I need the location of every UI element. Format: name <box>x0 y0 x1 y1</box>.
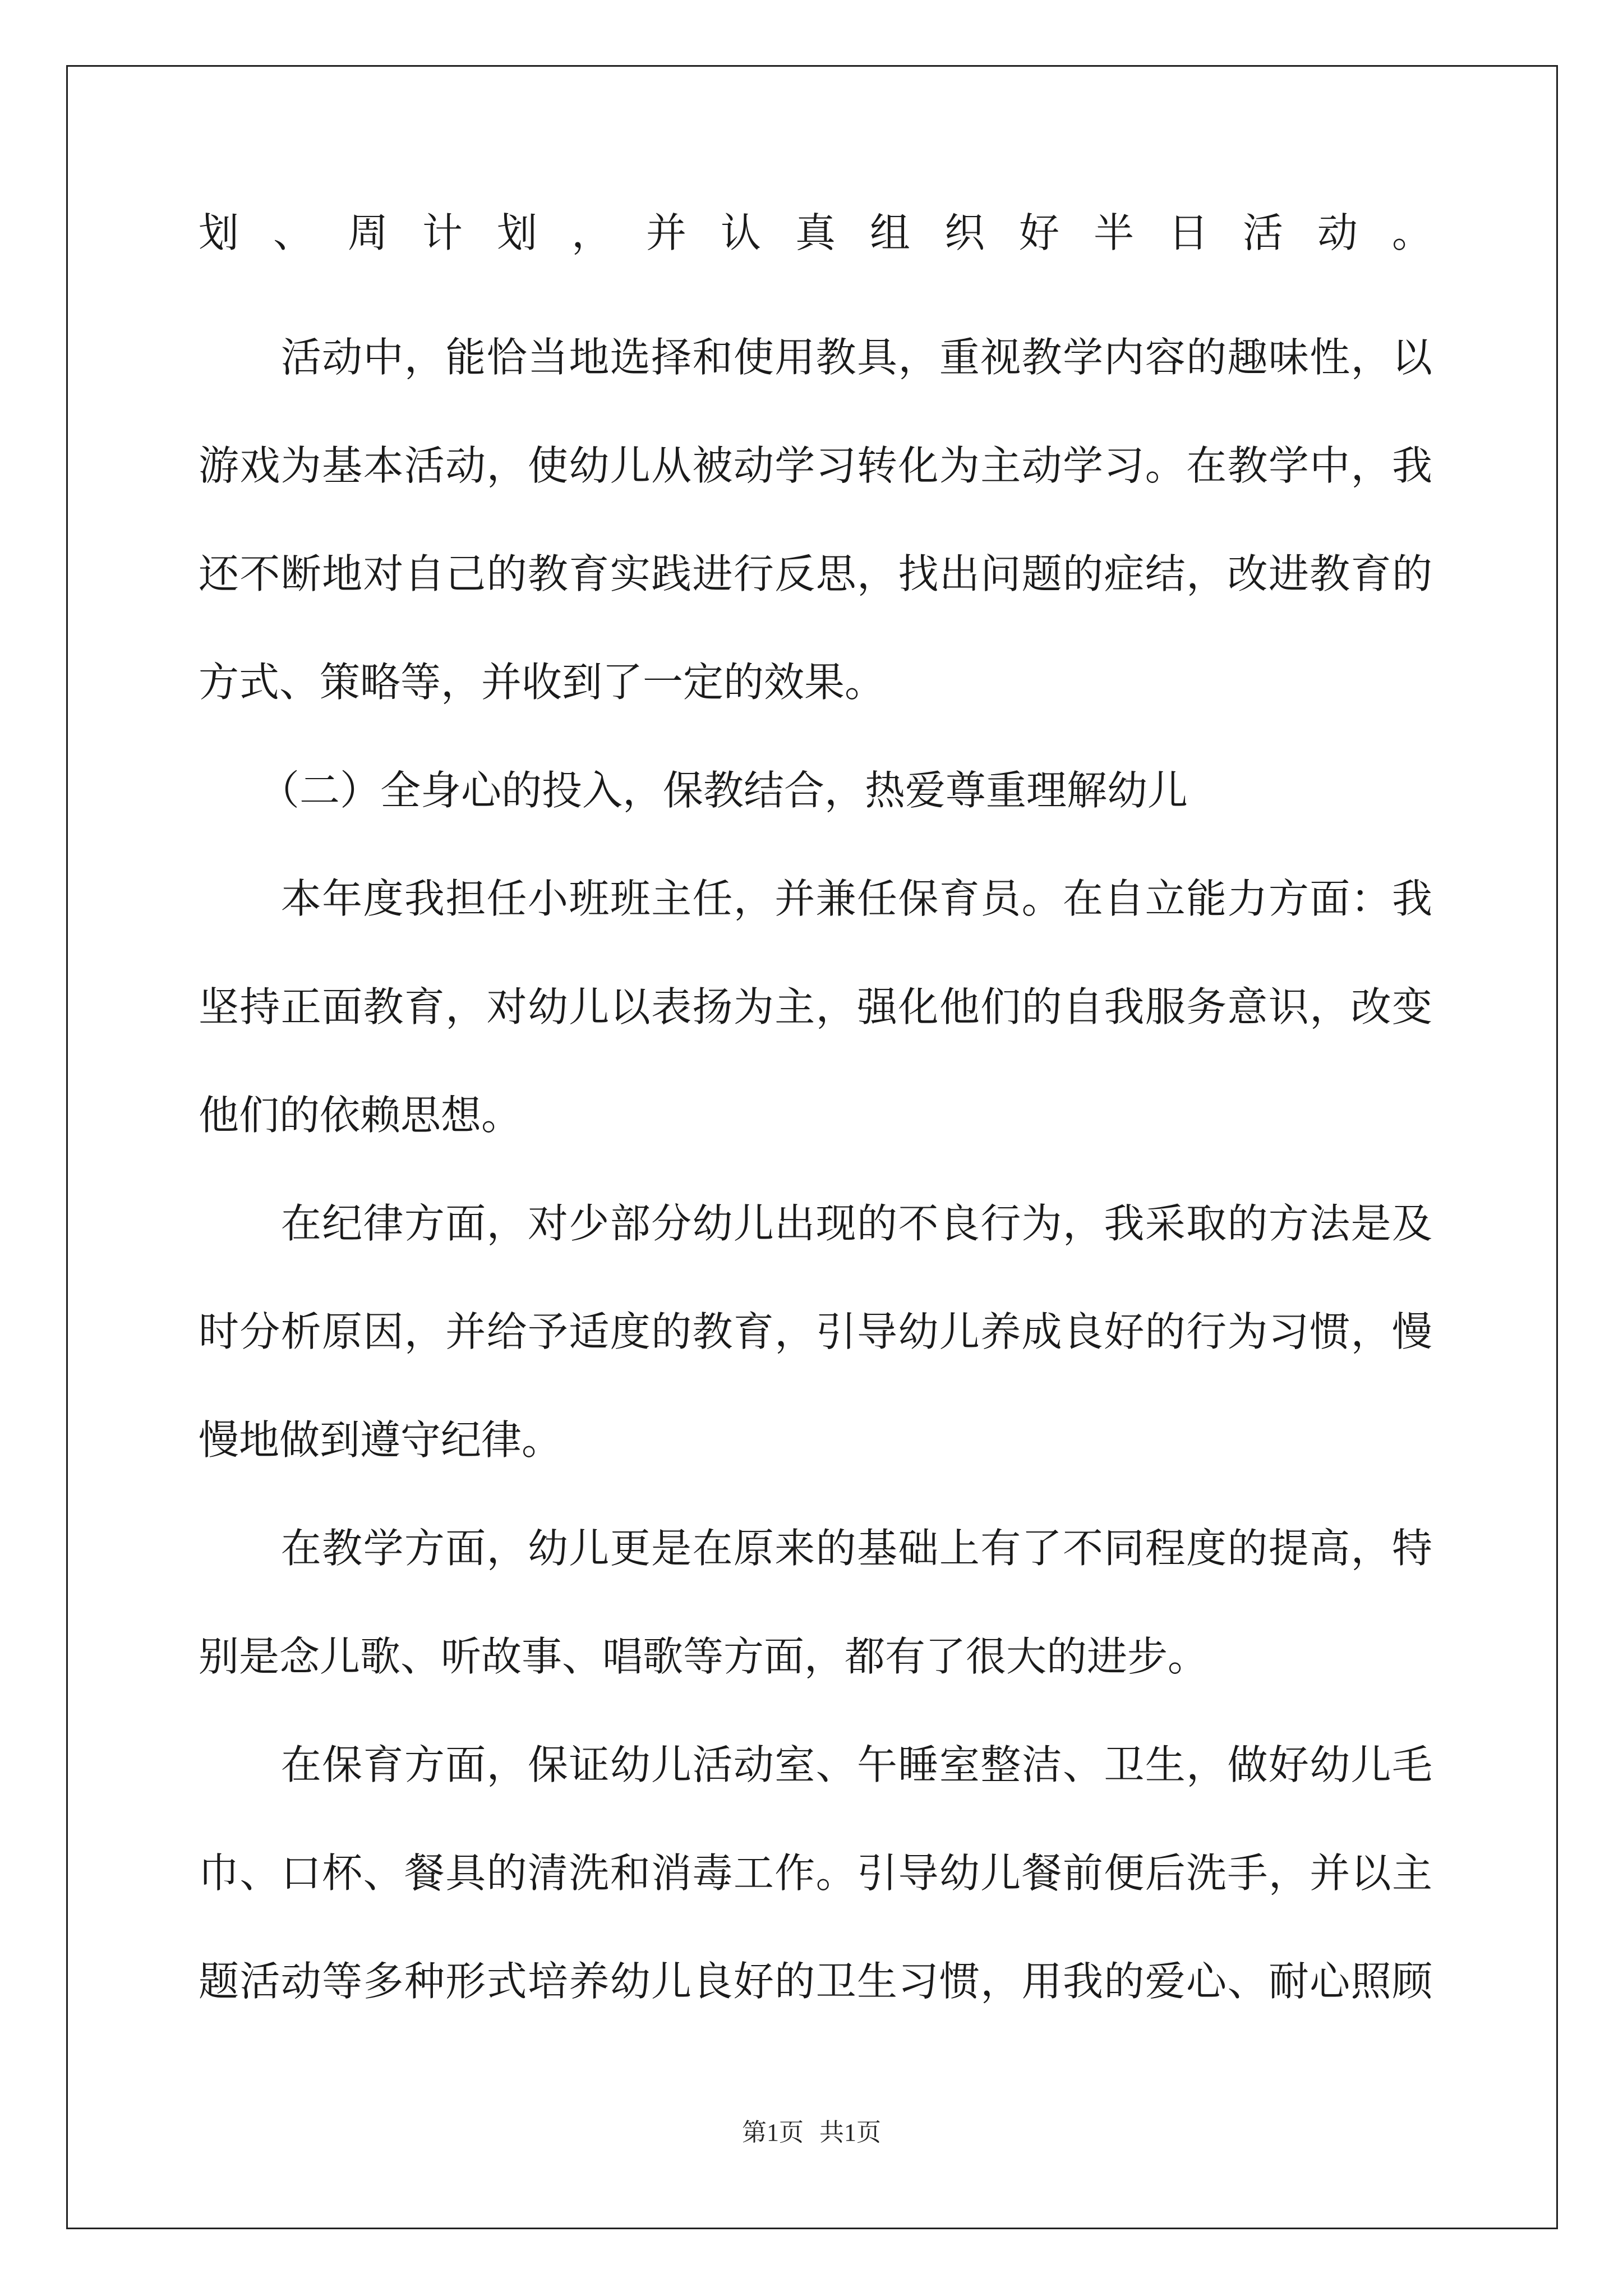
text-line: 题活动等多种形式培养幼儿良好的卫生习惯，用我的爱心、耐心照顾 <box>199 1958 1432 2005</box>
text-line: 方式、策略等，并收到了一定的效果。 <box>199 659 886 706</box>
text-line: 划、周计划，并认真组织好半日活动。 <box>199 209 1432 256</box>
text-line: 游戏为基本活动，使幼儿从被动学习转化为主动学习。在教学中，我 <box>199 442 1432 489</box>
text-line: 坚持正面教育，对幼儿以表扬为主，强化他们的自我服务意识，改变 <box>199 983 1432 1030</box>
text-line: 在纪律方面，对少部分幼儿出现的不良行为，我采取的方法是及 <box>199 1200 1432 1247</box>
text-line: 还不断地对自己的教育实践进行反思，找出问题的症结，改进教育的 <box>199 550 1432 597</box>
text-line: 活动中，能恰当地选择和使用教具，重视教学内容的趣味性，以 <box>199 334 1432 381</box>
text-line: 本年度我担任小班班主任，并兼任保育员。在自立能力方面：我 <box>199 875 1432 922</box>
page-footer <box>0 2116 1623 2150</box>
section-heading: （二）全身心的投入，保教结合，热爱尊重理解幼儿 <box>199 767 1188 814</box>
text-line: 在教学方面，幼儿更是在原来的基础上有了不同程度的提高，特 <box>199 1525 1432 1572</box>
text-line: 在保育方面，保证幼儿活动室、午睡室整洁、卫生，做好幼儿毛 <box>199 1741 1432 1788</box>
page-total: 共1页 <box>819 2119 881 2146</box>
text-line: 慢地做到遵守纪律。 <box>199 1416 562 1464</box>
text-line: 他们的依赖思想。 <box>199 1092 522 1139</box>
text-line: 时分析原因，并给予适度的教育，引导幼儿养成良好的行为习惯，慢 <box>199 1308 1432 1355</box>
text-line: 别是念儿歌、听故事、唱歌等方面，都有了很大的进步。 <box>199 1633 1209 1680</box>
page-number: 第1页 <box>742 2119 804 2146</box>
text-line: 巾、口杯、餐具的清洗和消毒工作。引导幼儿餐前便后洗手，并以主 <box>199 1849 1432 1897</box>
